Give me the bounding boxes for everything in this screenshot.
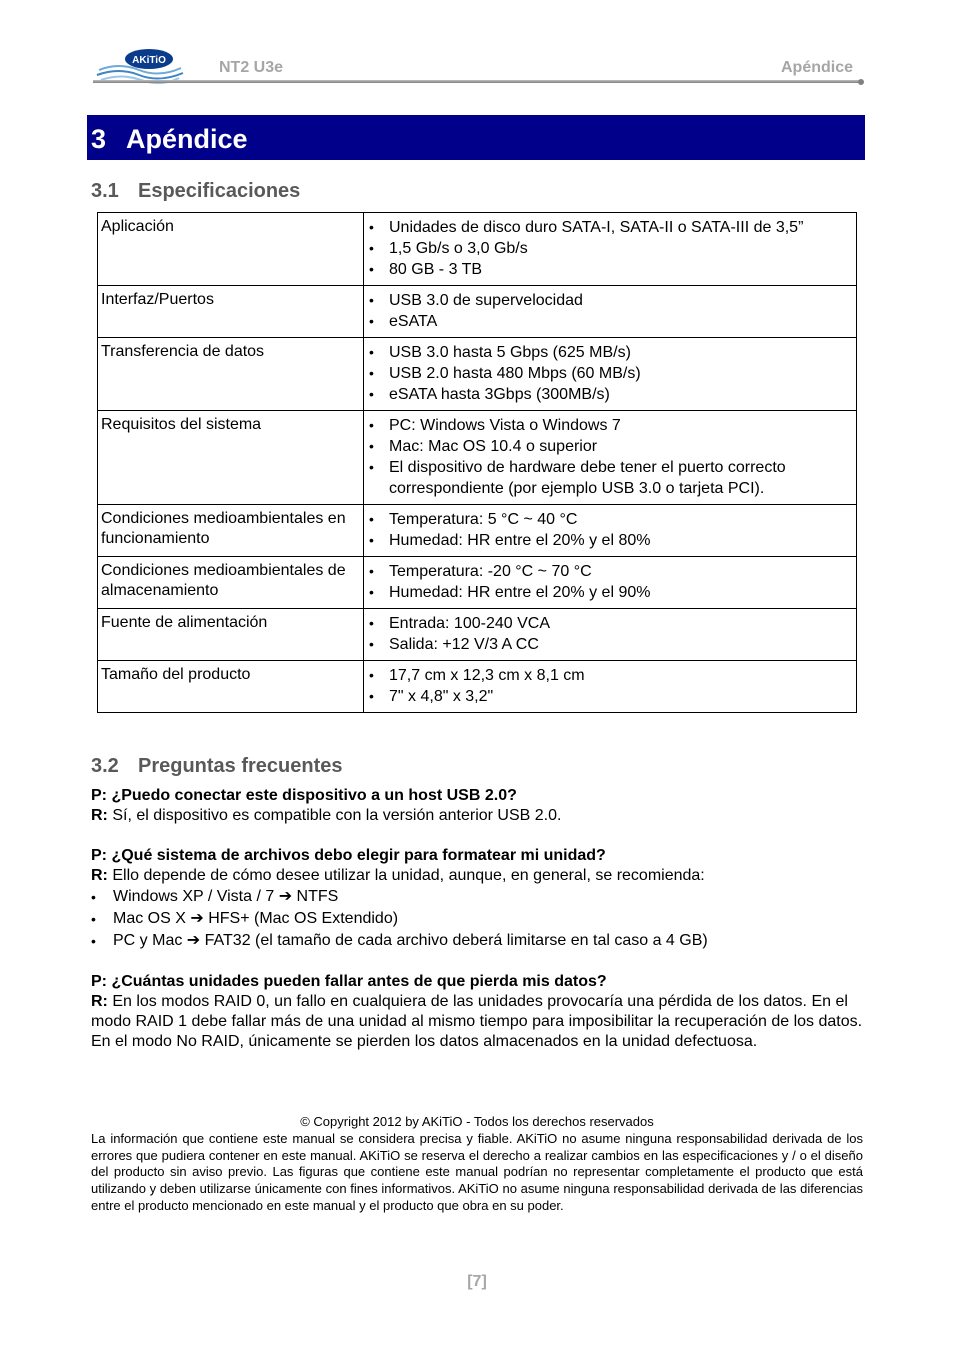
- spec-values: [364, 505, 857, 557]
- spec-label: Requisitos del sistema: [98, 411, 364, 505]
- spec-label: Tamaño del producto: [98, 661, 364, 713]
- spec-values: [364, 661, 857, 713]
- list-item: • Unidades de disco duro SATA-I, SATA-II o SATA-III de 3,5”: [367, 217, 853, 238]
- list-item: • 7" x 4,8" x 3,2": [367, 686, 853, 707]
- faq-answer: R: Ello depende de cómo desee utilizar la unidad, aunque, en general, se recomienda:: [91, 867, 705, 884]
- copyright: © Copyright 2012 by AKiTiO - Todos los derechos reservados: [300, 1114, 654, 1129]
- faq-answer: R: En los modos RAID 0, un fallo en cualquiera de las unidades provocaría una pérdida de los datos. En el modo RAID 1 debe fallar más de una unidad al mismo tiempo para imposibilitar la recuperación de los datos. En el modo No RAID, únicamente se pierden los datos almacenados en la unidad defectuosa.: [91, 993, 863, 1050]
- table-row: [98, 609, 857, 661]
- header-rule: [93, 80, 863, 83]
- spec-label: Fuente de alimentación: [98, 609, 364, 661]
- faq-question: P: ¿Puedo conectar este dispositivo a un host USB 2.0?: [91, 787, 517, 804]
- list-item: • PC: Windows Vista o Windows 7: [367, 415, 853, 436]
- spec-label: Interfaz/Puertos: [98, 286, 364, 338]
- section-title: Preguntas frecuentes: [138, 755, 343, 777]
- specs-table: [97, 212, 857, 713]
- list-item: • eSATA hasta 3Gbps (300MB/s): [367, 384, 853, 405]
- section-heading-faq: [91, 755, 343, 778]
- disclaimer: La información que contiene este manual se considera precisa y fiable. AKiTiO no asume ninguna responsabilidad derivada de los errores que pudiera contener en este manual. AKiTiO se reserva el derecho a realizar cambios en las especificaciones y / o el diseño del producto sin aviso previo. Las figuras que contiene este manual podrían no representar completamente el producto que está utilizando y deben utilizarse únicamente con fines informativos. AKiTiO no asume ninguna responsabilidad derivada de las diferencias entre el producto mencionado en este manual y el producto que obra en su poder.: [91, 1131, 863, 1213]
- list-item: • USB 2.0 hasta 480 Mbps (60 MB/s): [367, 363, 853, 384]
- list-item: • Entrada: 100-240 VCA: [367, 613, 853, 634]
- list-item: • Mac OS X ➔ HFS+ (Mac OS Extendido): [91, 908, 863, 930]
- table-row: [98, 505, 857, 557]
- list-item: • Windows XP / Vista / 7 ➔ NTFS: [91, 886, 863, 908]
- faq-item-1: [91, 786, 863, 826]
- list-item: • 17,7 cm x 12,3 cm x 8,1 cm: [367, 665, 853, 686]
- table-row: [98, 557, 857, 609]
- spec-label: Condiciones medioambientales de almacenamiento: [98, 557, 364, 609]
- table-row: [98, 213, 857, 286]
- table-row: [98, 286, 857, 338]
- spec-values: [364, 557, 857, 609]
- spec-values: [364, 411, 857, 505]
- list-item: • USB 3.0 hasta 5 Gbps (625 MB/s): [367, 342, 853, 363]
- header-product: NT2 U3e: [219, 59, 284, 76]
- list-item: • Temperatura: 5 °C ~ 40 °C: [367, 509, 853, 530]
- spec-values: [364, 286, 857, 338]
- list-item: • Salida: +12 V/3 A CC: [367, 634, 853, 655]
- faq-item-2: [91, 846, 863, 952]
- faq-answer-list: [91, 886, 863, 952]
- chapter-number: 3: [91, 124, 107, 154]
- spec-label: Aplicación: [98, 213, 364, 286]
- list-item: • 1,5 Gb/s o 3,0 Gb/s: [367, 238, 853, 259]
- header-rule-end: [858, 79, 864, 85]
- faq-item-3: [91, 972, 863, 1052]
- list-item: • Humedad: HR entre el 20% y el 80%: [367, 530, 853, 551]
- logo-text: AKiTiO: [132, 55, 166, 66]
- list-item: • PC y Mac ➔ FAT32 (el tamaño de cada archivo deberá limitarse en tal caso a 4 GB): [91, 930, 863, 952]
- spec-values: [364, 609, 857, 661]
- section-title: Especificaciones: [138, 180, 301, 202]
- spec-label: Transferencia de datos: [98, 338, 364, 411]
- spec-values: [364, 213, 857, 286]
- chapter-heading: [87, 115, 865, 160]
- list-item: • El dispositivo de hardware debe tener el puerto correcto correspondiente (por ejemplo USB 3.0 o tarjeta PCI).: [367, 457, 853, 499]
- spec-values: [364, 338, 857, 411]
- table-row: [98, 661, 857, 713]
- faq-answer: R: Sí, el dispositivo es compatible con la versión anterior USB 2.0.: [91, 807, 562, 824]
- section-heading-specs: [91, 180, 300, 203]
- chapter-title: Apéndice: [126, 124, 248, 154]
- faq-question: P: ¿Cuántas unidades pueden fallar antes de que pierda mis datos?: [91, 973, 607, 990]
- list-item: • Humedad: HR entre el 20% y el 90%: [367, 582, 853, 603]
- list-item: • eSATA: [367, 311, 853, 332]
- table-row: [98, 338, 857, 411]
- page-number: [7]: [467, 1273, 487, 1290]
- section-number: 3.1: [91, 180, 119, 202]
- table-row: [98, 411, 857, 505]
- spec-label: Condiciones medioambientales en funcionamiento: [98, 505, 364, 557]
- header-section: Apéndice: [780, 59, 853, 76]
- section-number: 3.2: [91, 755, 119, 777]
- list-item: • Mac: Mac OS 10.4 o superior: [367, 436, 853, 457]
- list-item: • USB 3.0 de supervelocidad: [367, 290, 853, 311]
- list-item: • 80 GB - 3 TB: [367, 259, 853, 280]
- faq-question: P: ¿Qué sistema de archivos debo elegir para formatear mi unidad?: [91, 847, 606, 864]
- list-item: • Temperatura: -20 °C ~ 70 °C: [367, 561, 853, 582]
